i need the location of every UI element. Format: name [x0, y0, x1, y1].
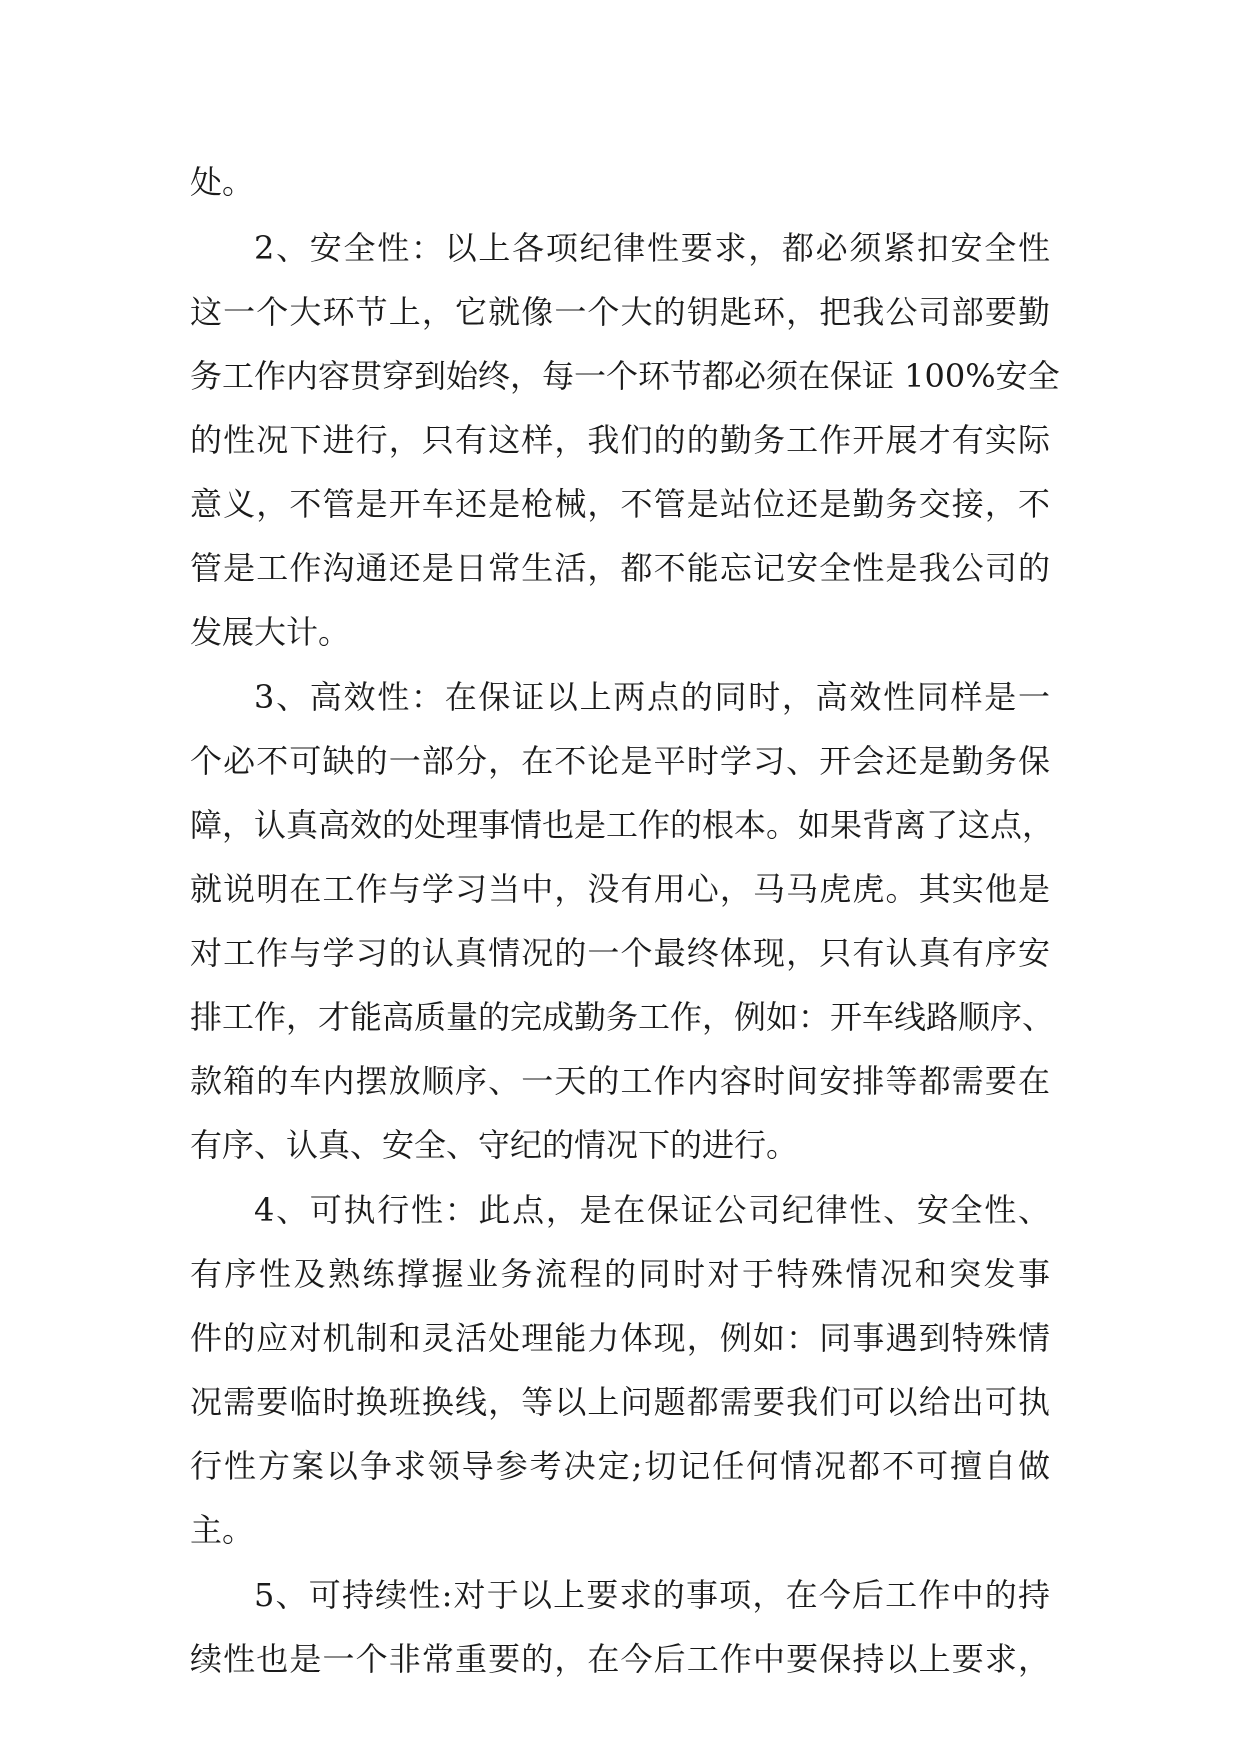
text-line: 个必不可缺的一部分，在不论是平时学习、开会还是勤务保 — [190, 742, 1050, 780]
text-line: 况需要临时换班换线，等以上问题都需要我们可以给出可执 — [190, 1383, 1050, 1421]
text-line: 处。 — [190, 163, 255, 201]
text-line: 这一个大环节上，它就像一个大的钥匙环，把我公司部要勤 — [190, 293, 1050, 331]
text-line: 排工作，才能高质量的完成勤务工作，例如：开车线路顺序、 — [190, 998, 1055, 1036]
text-line: 行性方案以争求领导参考决定;切记任何情况都不可擅自做 — [190, 1447, 1050, 1485]
text-line: 务工作内容贯穿到始终，每一个环节都必须在保证 100%安全 — [190, 357, 1060, 395]
text-line: 障，认真高效的处理事情也是工作的根本。如果背离了这点， — [190, 806, 1055, 844]
text-line: 有序性及熟练撑握业务流程的同时对于特殊情况和突发事 — [190, 1255, 1050, 1293]
text-line: 发展大计。 — [190, 613, 351, 651]
text-line: 3、高效性：在保证以上两点的同时，高效性同样是一 — [254, 678, 1050, 716]
text-line: 主。 — [190, 1511, 255, 1549]
text-line: 2、安全性：以上各项纪律性要求，都必须紧扣安全性 — [254, 229, 1050, 267]
text-line: 就说明在工作与学习当中，没有用心，马马虎虎。其实他是 — [190, 870, 1050, 908]
text-line: 续性也是一个非常重要的，在今后工作中要保持以上要求， — [190, 1640, 1050, 1678]
text-line: 4、可执行性：此点，是在保证公司纪律性、安全性、 — [254, 1191, 1050, 1229]
text-line: 款箱的车内摆放顺序、一天的工作内容时间安排等都需要在 — [190, 1062, 1050, 1100]
text-line: 5、可持续性:对于以上要求的事项，在今后工作中的持 — [254, 1576, 1050, 1614]
text-line: 的性况下进行，只有这样，我们的的勤务工作开展才有实际 — [190, 421, 1050, 459]
text-line: 对工作与学习的认真情况的一个最终体现，只有认真有序安 — [190, 934, 1050, 972]
text-line: 件的应对机制和灵活处理能力体现，例如：同事遇到特殊情 — [190, 1319, 1050, 1357]
text-line: 有序、认真、安全、守纪的情况下的进行。 — [190, 1126, 799, 1164]
text-line: 意义，不管是开车还是枪械，不管是站位还是勤务交接，不 — [190, 485, 1050, 523]
text-line: 管是工作沟通还是日常生活，都不能忘记安全性是我公司的 — [190, 549, 1050, 587]
